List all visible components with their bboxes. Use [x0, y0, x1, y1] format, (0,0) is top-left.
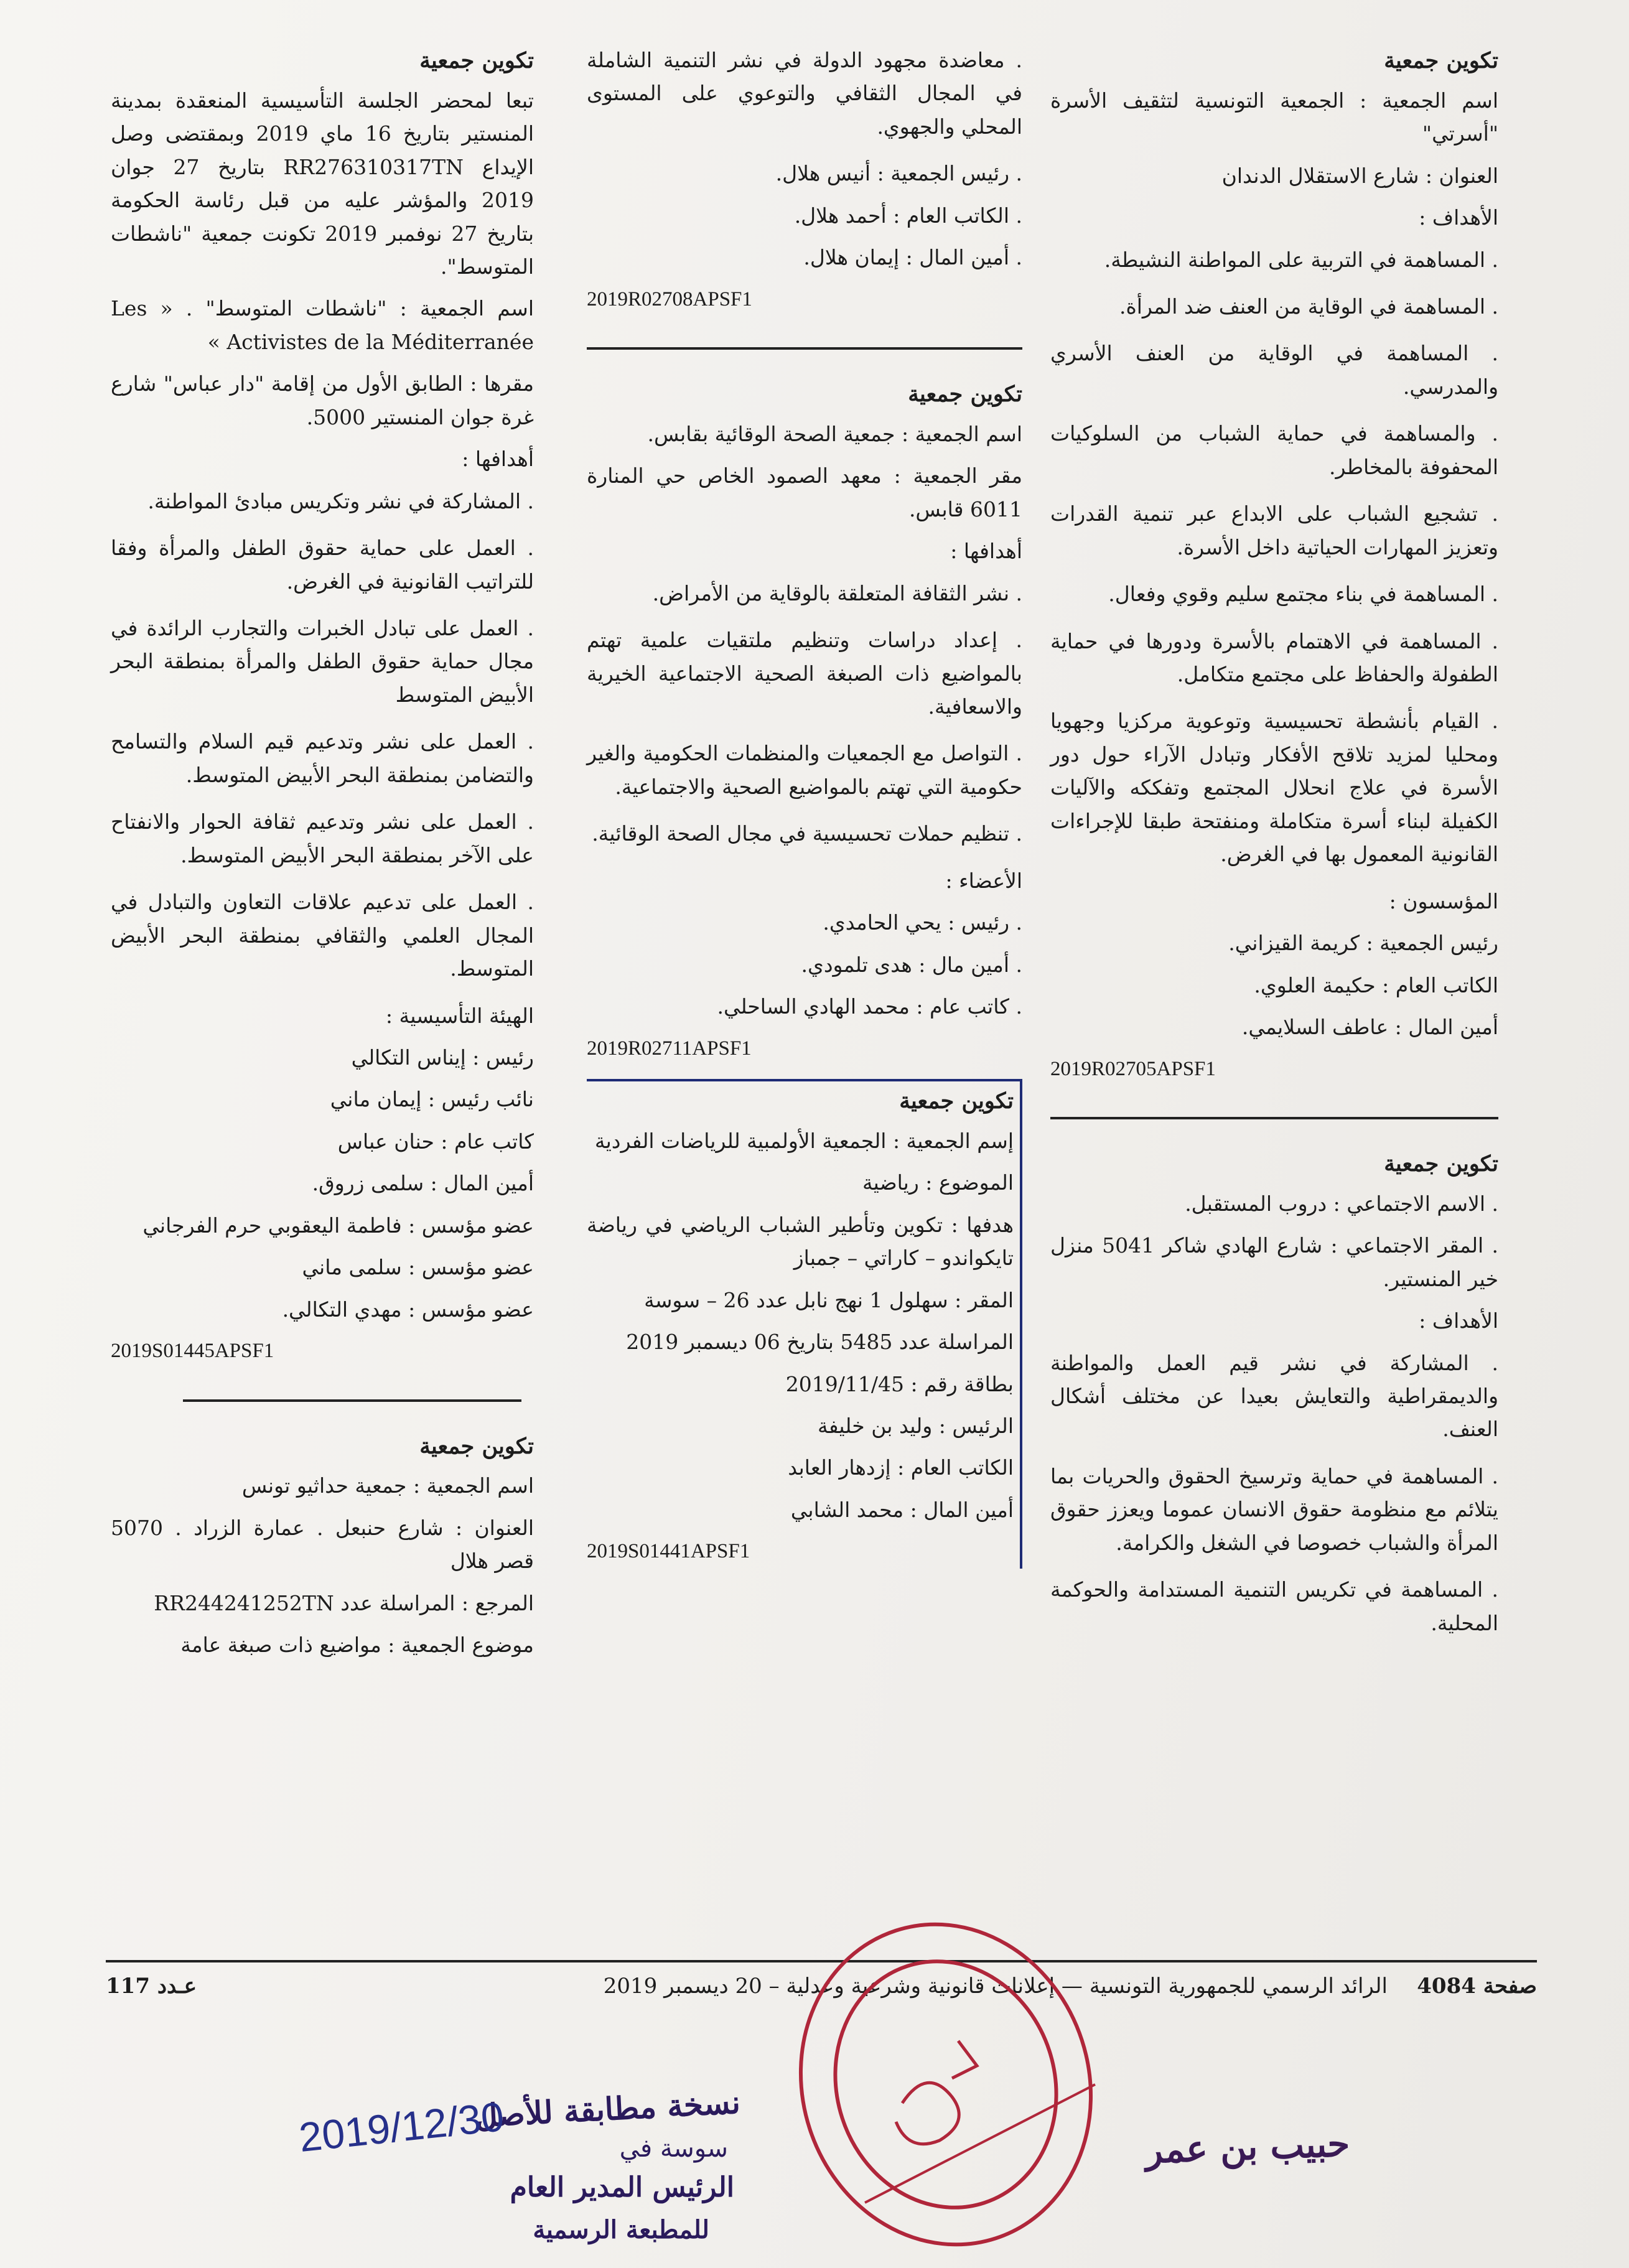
goal-item: . المساهمة في الوقاية من العنف ضد المرأة. [1119, 294, 1498, 319]
association-mediterranean [111, 44, 534, 1368]
goal-item: . العمل على نشر وتدعيم قيم السلام والتسامح والتضامن بمنطقة البحر الأبيض المتوسط. [111, 729, 534, 787]
association-name: اسم الجمعية : "ناشطات المتوسط" . « Les Activistes de la Méditerranée » [111, 296, 534, 354]
secretary: . الكاتب العام : أحمد هلال. [794, 203, 1022, 228]
registration-code: 2019R02708APSF1 [587, 287, 752, 310]
board-member: أمين المال : سلمى زروق. [312, 1171, 534, 1196]
section-divider [1050, 1117, 1498, 1119]
column-middle [587, 44, 1022, 1582]
president: . رئيس الجمعية : أنيس هلال. [775, 161, 1022, 186]
section-divider [587, 347, 1022, 350]
goal-item: . نشر الثقافة المتعلقة بالوقاية من الأمراض. [652, 581, 1022, 605]
goal-item: . معاضدة مجهود الدولة في نشر التنمية الشاملة في المجال الثقافي والتوعوي على المستوى المحلي والجهوي. [587, 48, 1022, 139]
secretary: الكاتب العام : إزدهار العابد [788, 1455, 1014, 1480]
president: رئيس الجمعية : كريمة القيزاني. [1228, 931, 1498, 956]
certified-copy-text: نسخة مطابقة للأصل [474, 2083, 742, 2135]
association-address: مقرها : الطابق الأول من إقامة "دار عباس" شارع غرة جوان المنستير 5000. [111, 371, 534, 429]
board-member: نائب رئيس : إيمان ماني [330, 1087, 534, 1112]
goals-label: الأهداف : [1419, 205, 1498, 230]
members-label: الأعضاء : [945, 868, 1022, 893]
association-address: . المقر الاجتماعي : شارع الهادي شاكر 5041 منزل خير المنستير. [1050, 1233, 1498, 1291]
association-olympic [587, 1079, 1022, 1569]
association-address: المقر : سهلول 1 نهج نابل عدد 26 – سوسة [644, 1287, 1014, 1312]
association-topic: الموضوع : رياضية [862, 1170, 1014, 1195]
section-title: تكوين جمعية [899, 1088, 1014, 1114]
association-address: العنوان : شارع حنبعل . عمارة الزراد . 5070 قصر هلال [111, 1515, 534, 1574]
board-member: عضو مؤسس : مهدي التكالي. [282, 1297, 534, 1322]
association-name: . الاسم الاجتماعي : دروب المستقبل. [1185, 1191, 1498, 1216]
column-left [111, 44, 534, 1676]
founders-label: المؤسسون : [1389, 889, 1498, 913]
intro-paragraph: تبعا لمحضر الجلسة التأسيسية المنعقدة بمدينة المنستير بتاريخ 16 ماي 2019 وبمقتضى وصل الإيداع RR276310317TN بتاريخ 27 جوان 2019 والمؤشر عليه من قبل رئاسة الحكومة بتاريخ 27 نوفمبر 2019 تكونت جمعية "ناشطات المتوسط". [111, 88, 534, 279]
correspondence: المراسلة عدد 5485 بتاريخ 06 ديسمبر 2019 [626, 1330, 1014, 1355]
treasurer: . أمين المال : إيمان هلال. [803, 245, 1022, 270]
secretary: الكاتب العام : حكيمة العلوي. [1254, 973, 1498, 997]
goal-item: . العمل على تبادل الخبرات والتجارب الرائدة في مجال حماية حقوق الطفل والمرأة بمنطقة البحر الأبيض المتوسط [111, 616, 534, 707]
association-address: العنوان : شارع الاستقلال الدندان [1221, 163, 1498, 188]
board-member: رئيس : إيناس التكالي [351, 1045, 534, 1070]
association-duroub [1050, 1147, 1498, 1640]
president: الرئيس : وليد بن خليفة [818, 1413, 1014, 1438]
certification-place: سوسة في [619, 2134, 728, 2163]
treasurer: أمين المال : عاطف السلايمي. [1241, 1015, 1498, 1040]
secretary: . كاتب عام : محمد الهادي الساحلي. [717, 994, 1022, 1019]
goal-item: . المساهمة في الاهتمام بالأسرة ودورها في حماية الطفولة والحفاظ على مجتمع متكامل. [1050, 628, 1498, 687]
goals-label: أهدافها : [950, 539, 1022, 564]
board-member: عضو مؤسس : سلمى ماني [302, 1255, 534, 1280]
page-number: صفحة 4084 [1417, 1974, 1537, 1999]
goal-item: . العمل على تدعيم علاقات التعاون والتبادل في المجال العلمي والثقافي بمنطقة البحر الأبيض المتوسط. [111, 890, 534, 981]
section-title: تكوين جمعية [908, 381, 1022, 408]
goal-item: . تنظيم حملات تحسيسية في مجال الصحة الوقائية. [592, 821, 1022, 846]
board-member: عضو مؤسس : فاطمة اليعقوبي حرم الفرجاني [142, 1213, 534, 1238]
board-member: كاتب عام : حنان عباس [337, 1129, 534, 1154]
section-divider [183, 1399, 521, 1402]
association-topic: موضوع الجمعية : مواضيع ذات صبغة عامة [180, 1633, 534, 1658]
association-preventive-health [587, 377, 1022, 1065]
goal-item: . المساهمة في بناء مجتمع سليم وقوي وفعال. [1108, 582, 1498, 607]
association-continued [587, 44, 1022, 316]
goal-item: . تشجيع الشباب على الابداع عبر تنمية القدرات وتعزيز المهارات الحياتية داخل الأسرة. [1050, 502, 1498, 559]
association-name: إسم الجمعية : الجمعية الأولمبية للرياضات الفردية [594, 1128, 1014, 1153]
association-goal: هدفها : تكوين وتأطير الشباب الرياضي في رياضة تايكواندو – كاراتي – جمباز [587, 1212, 1014, 1271]
goal-item: . القيام بأنشطة تحسيسية وتوعوية مركزيا وجهويا ومحليا لمزيد تلاقح الأفكار وتبادل الآراء حول دور الأسرة في علاج انحلال المجتمع وتفككه والآليات الكفيلة لبناء أسرة متكاملة ومنفتحة طبقا للإجراءات القانونية المعمول بها في الغرض. [1050, 709, 1498, 867]
gazette-title: الرائد الرسمي للجمهورية التونسية — إعلانات قانونية وشرعية وعدلية – 20 ديسمبر 2019 [603, 1974, 1388, 1999]
association-name: اسم الجمعية : الجمعية التونسية لتثقيف الأسرة "أسرتي" [1050, 88, 1498, 146]
handwritten-signature: حبيب بن عمر [1144, 2122, 1351, 2172]
certifier-organization: للمطبعة الرسمية [533, 2215, 709, 2244]
goal-item: . والمساهمة في حماية الشباب من السلوكيات المحفوفة بالمخاطر. [1050, 421, 1498, 479]
board-label: الهيئة التأسيسية : [385, 1003, 534, 1028]
treasurer: . أمين مال : هدى تلمودي. [801, 952, 1022, 977]
treasurer: أمين المال : محمد الشابي [790, 1497, 1014, 1522]
goal-item: . المساهمة في التربية على المواطنة النشيطة. [1104, 247, 1498, 272]
section-title: تكوين جمعية [419, 1433, 534, 1459]
card-number: بطاقة رقم : 2019/11/45 [785, 1371, 1014, 1396]
association-name: اسم الجمعية : جمعية الصحة الوقائية بقابس. [647, 421, 1022, 446]
goal-item: . المساهمة في الوقاية من العنف الأسري والمدرسي. [1050, 341, 1498, 399]
certification-date: 2019/12/30 [297, 2093, 506, 2161]
registration-code: 2019S01441APSF1 [587, 1540, 750, 1563]
issue-number: عـدد 117 [106, 1974, 197, 1999]
goal-item: . المشاركة في نشر قيم العمل والمواطنة والديمقراطية والتعايش بعيدا عن مختلف أشكال العنف. [1050, 1350, 1498, 1442]
official-stamp-icon [772, 1879, 1120, 2265]
certifier-title: الرئيس المدير العام [510, 2172, 734, 2203]
registration-code: 2019R02705APSF1 [1050, 1057, 1216, 1080]
goal-item: . المساهمة في حماية وترسيخ الحقوق والحريات بما يتلائم مع منظومة حقوق الانسان عموما ويعزز حقوق المرأة والشباب خصوصا في الشغل والكرامة. [1050, 1463, 1498, 1555]
goal-item: . إعداد دراسات وتنظيم ملتقيات علمية تهتم بالمواضيع ذات الصبغة الصحية الاجتماعية الخيرية والاسعافية. [587, 628, 1022, 719]
section-title: تكوين جمعية [1384, 48, 1498, 73]
association-reference: المرجع : المراسلة عدد RR244241252TN [154, 1590, 534, 1615]
goals-label: الأهداف : [1419, 1309, 1498, 1333]
registration-code: 2019R02711APSF1 [587, 1037, 752, 1060]
association-asrati [1050, 44, 1498, 1086]
certification-note [297, 2083, 747, 2265]
association-modernists [111, 1429, 534, 1662]
registration-code: 2019S01445APSF1 [111, 1340, 274, 1363]
goals-label: أهدافها : [462, 447, 534, 472]
association-name: اسم الجمعية : جمعية حداثيو تونس [241, 1473, 534, 1498]
goal-item: . العمل على نشر وتدعيم ثقافة الحوار والانفتاح على الآخر بمنطقة البحر الأبيض المتوسط. [111, 810, 534, 867]
goal-item: . التواصل مع الجمعيات والمنظمات الحكومية والغير حكومية التي تهتم بالمواضيع الصحية والاجتماعية. [587, 741, 1022, 799]
president: . رئيس : يحي الحامدي. [823, 910, 1022, 935]
association-address: مقر الجمعية : معهد الصمود الخاص حي المنارة 6011 قابس. [587, 464, 1022, 521]
goal-item: . العمل على حماية حقوق الطفل والمرأة وفقا للتراتيب القانونية في الغرض. [111, 536, 534, 594]
section-title: تكوين جمعية [1384, 1151, 1498, 1177]
goal-item: . المساهمة في تكريس التنمية المستدامة والحوكمة المحلية. [1050, 1577, 1498, 1635]
section-title: تكوين جمعية [419, 48, 534, 73]
column-right [1050, 44, 1498, 1653]
goal-item: . المشاركة في نشر وتكريس مبادئ المواطنة. [147, 488, 534, 513]
